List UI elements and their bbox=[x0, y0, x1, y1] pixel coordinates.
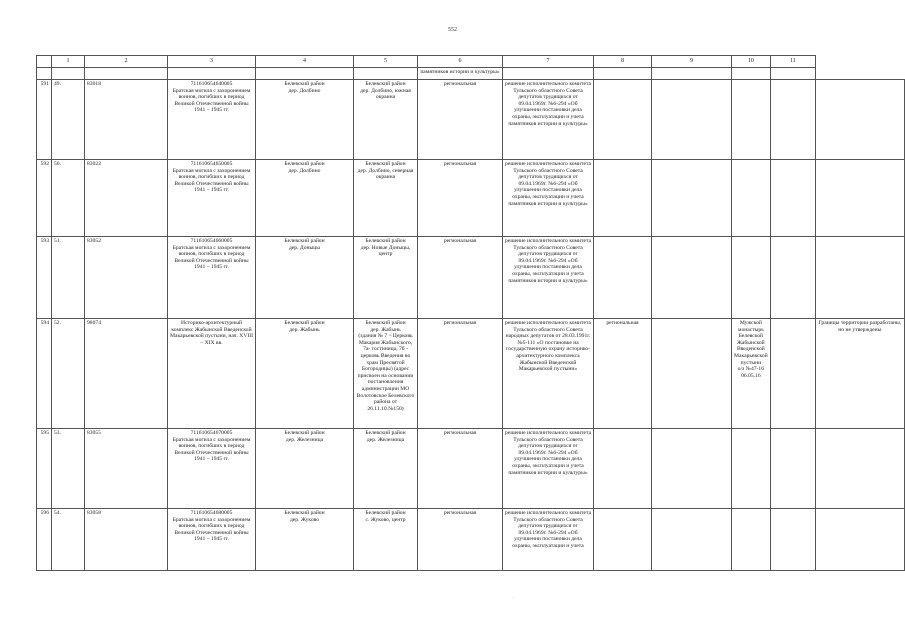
decision-document: решение исполнительного комитета Тульского областного Совета депутатов трудящихся от 09.04.1969г. №6-294 «Об улучшении постановки дела охраны, эксплуатации и учета памятников истории и культуры» bbox=[503, 160, 594, 237]
category: региональная bbox=[418, 237, 503, 319]
decision-document: решение исполнительного комитета Тульского областного Совета депутатов трудящихся от 09.04.1969г. №6-294 «Об улучшении постановки дела охраны, эксплуатации и учета bbox=[503, 509, 594, 571]
column-number: 10 bbox=[732, 56, 771, 68]
object-name: 711610654660005 Братская могила с захоронением воинов, погибших в период Великой Отечественной войны 1941 – 1945 гг. bbox=[168, 237, 256, 319]
table-row bbox=[37, 160, 905, 237]
sub-number: 54. bbox=[52, 509, 85, 571]
continued-document-text: памятников истории и культуры» bbox=[418, 68, 503, 80]
sub-number: 50. bbox=[52, 160, 85, 237]
column-10 bbox=[770, 160, 815, 237]
decision-document: решение исполнительного комитета Тульского областного Совета народных депутатов от 28.03.1991г. №5-111 «О постановке на государственную охрану историко-архитектурного комплекса Жабынской Введенской Макарьевской пустыни» bbox=[503, 319, 594, 429]
owner-info: Мужской монастырь Белевской Жабынской Введенской Макарьевской пустыни о/з №47-16 06.05.16 bbox=[732, 319, 771, 429]
table-row bbox=[37, 509, 905, 571]
sub-number: 53. bbox=[52, 429, 85, 509]
column-number: 1 bbox=[52, 56, 85, 68]
column-8 bbox=[652, 509, 732, 571]
object-code: 83052 bbox=[85, 237, 168, 319]
sub-number: 51. bbox=[52, 237, 85, 319]
district: Белевский район дер. Долбино bbox=[256, 80, 354, 160]
column-8 bbox=[652, 319, 732, 429]
column-7 bbox=[594, 509, 652, 571]
column-8 bbox=[652, 160, 732, 237]
district: Белевский район дер. Долбино bbox=[256, 160, 354, 237]
column-number-row bbox=[37, 56, 905, 68]
column-number bbox=[37, 56, 52, 68]
column-number: 5 bbox=[354, 56, 418, 68]
scan-mark: · bbox=[513, 596, 515, 601]
category: региональная bbox=[418, 509, 503, 571]
heritage-register-table bbox=[36, 55, 905, 571]
table-row bbox=[37, 429, 905, 509]
sub-number: 52. bbox=[52, 319, 85, 429]
territory-status bbox=[815, 509, 904, 571]
category: региональная bbox=[418, 319, 503, 429]
territory-status bbox=[815, 80, 904, 160]
column-7 bbox=[594, 80, 652, 160]
district: Белевский район дер. Железница bbox=[256, 429, 354, 509]
owner-info bbox=[732, 429, 771, 509]
row-number: 591 bbox=[37, 80, 52, 160]
column-number: 4 bbox=[256, 56, 354, 68]
owner-info bbox=[732, 80, 771, 160]
column-number: 8 bbox=[594, 56, 652, 68]
column-7: региональная bbox=[594, 319, 652, 429]
table-row bbox=[37, 80, 905, 160]
column-number: 11 bbox=[770, 56, 815, 68]
page-number: 552 bbox=[448, 27, 457, 33]
column-10 bbox=[770, 80, 815, 160]
column-number: 3 bbox=[168, 56, 256, 68]
column-number: 6 bbox=[418, 56, 503, 68]
territory-status bbox=[815, 429, 904, 509]
column-10 bbox=[770, 509, 815, 571]
sub-number: 49. bbox=[52, 80, 85, 160]
row-number: 594 bbox=[37, 319, 52, 429]
continuation-row bbox=[37, 68, 905, 80]
address: Белевский район дер. Новые Доныцы, центр bbox=[354, 237, 418, 319]
column-7 bbox=[594, 160, 652, 237]
decision-document: решение исполнительного комитета Тульского областного Совета депутатов трудящихся от 09.04.1969г. №6-294 «Об улучшении постановки дела охраны, эксплуатации и учета памятников истории и культуры» bbox=[503, 237, 594, 319]
object-name: 711610654670005 Братская могила с захоронением воинов, погибших в период Великой Отечественной войны 1941 – 1945 гг. bbox=[168, 429, 256, 509]
row-number: 596 bbox=[37, 509, 52, 571]
address: Белевский район дер. Жабынь (здания № 7 – Церковь Макария Жабынского, 7а- гостиница, 7б - церковь Введения во храм Пресвятой Богородицы) (адрес присвоен на основании постановления администрации МО Волотовское Белевского района от 26.11.10.№150) bbox=[354, 319, 418, 429]
row-number: 595 bbox=[37, 429, 52, 509]
column-8 bbox=[652, 429, 732, 509]
table-row bbox=[37, 237, 905, 319]
territory-status bbox=[815, 160, 904, 237]
column-10 bbox=[770, 319, 815, 429]
column-8 bbox=[652, 80, 732, 160]
district: Белевский район дер. Доныцы bbox=[256, 237, 354, 319]
object-code: 98074 bbox=[85, 319, 168, 429]
address: Белевский район дер. Железница bbox=[354, 429, 418, 509]
territory-status: Границы территории разработаны, но не утверждены bbox=[815, 319, 904, 429]
row-number: 593 bbox=[37, 237, 52, 319]
district: Белевский район дер. Жуково bbox=[256, 509, 354, 571]
territory-status bbox=[815, 237, 904, 319]
row-number: 592 bbox=[37, 160, 52, 237]
category: региональная bbox=[418, 80, 503, 160]
decision-document: решение исполнительного комитета Тульского областного Совета депутатов трудящихся от 09.04.1969г. №6-294 «Об улучшении постановки дела охраны, эксплуатации и учета памятников истории и культуры» bbox=[503, 80, 594, 160]
category: региональная bbox=[418, 160, 503, 237]
object-name: 711610654640005 Братская могила с захоронением воинов, погибших в период Великой Отечественной войны 1941 – 1945 гг. bbox=[168, 80, 256, 160]
object-code: 83055 bbox=[85, 429, 168, 509]
column-number: 9 bbox=[652, 56, 732, 68]
address: Белевский район с. Жуково, центр bbox=[354, 509, 418, 571]
column-7 bbox=[594, 237, 652, 319]
object-name: Историко-архитектурный комплекс Жабынской Введенской Макарьевской пустыни, нач. XVIII – XIX вв. bbox=[168, 319, 256, 429]
decision-document: решение исполнительного комитета Тульского областного Совета депутатов трудящихся от 09.04.1969г. №6-294 «Об улучшении постановки дела охраны, эксплуатации и учета памятников истории и культуры» bbox=[503, 429, 594, 509]
column-10 bbox=[770, 237, 815, 319]
column-number: 2 bbox=[85, 56, 168, 68]
column-8 bbox=[652, 237, 732, 319]
object-name: 711610654650005 Братская могила с захоронением воинов, погибших в период Великой Отечественной войны 1941 – 1945 гг. bbox=[168, 160, 256, 237]
object-name: 711610654680005 Братская могила с захоронением воинов, погибших в период Великой Отечественной войны 1941 – 1945 гг. bbox=[168, 509, 256, 571]
object-code: 83022 bbox=[85, 160, 168, 237]
object-code: 83058 bbox=[85, 509, 168, 571]
owner-info bbox=[732, 237, 771, 319]
object-code: 83018 bbox=[85, 80, 168, 160]
column-number: 7 bbox=[503, 56, 594, 68]
table-row bbox=[37, 319, 905, 429]
address: Белевский район дер. Долбино, южная окраина bbox=[354, 80, 418, 160]
column-10 bbox=[770, 429, 815, 509]
owner-info bbox=[732, 160, 771, 237]
category: региональная bbox=[418, 429, 503, 509]
district: Белевский район дер. Жабынь bbox=[256, 319, 354, 429]
address: Белевский район дер. Долбино, северная окраина bbox=[354, 160, 418, 237]
column-7 bbox=[594, 429, 652, 509]
owner-info bbox=[732, 509, 771, 571]
